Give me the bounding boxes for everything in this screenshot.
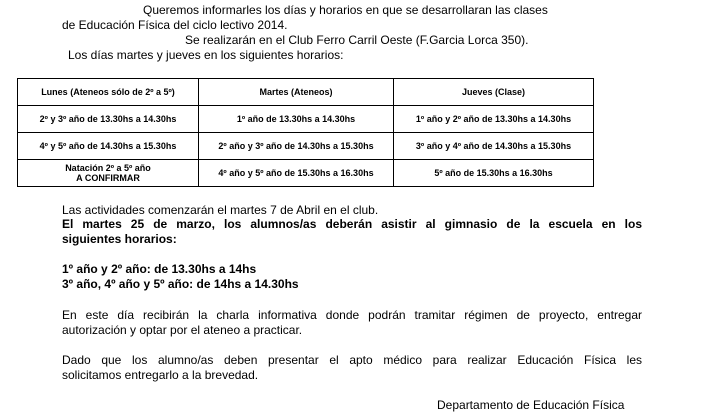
table-cell: 5º año de 15.30hs a 16.30hs bbox=[394, 160, 594, 187]
intro-line-1: Queremos informarles los días y horarios en que se desarrollaran las clases bbox=[143, 3, 548, 17]
table-cell-swimming bbox=[18, 160, 199, 187]
gym-schedule-2: 3º año, 4º año y 5º año: de 14hs a 14.30hs bbox=[62, 277, 299, 291]
gym-notice-line-2: siguientes horarios: bbox=[62, 232, 177, 246]
medical-paragraph-line-1: Dado que los alumno/as deben presentar el apto médico para realizar Educación Física les bbox=[62, 353, 642, 367]
medical-paragraph-line-2: solicitamos entregarlo a la brevedad. bbox=[62, 368, 259, 382]
table-cell: 4º y 5º año de 14.30hs a 15.30hs bbox=[18, 133, 199, 160]
table-cell: 4º año y 5º año de 15.30hs a 16.30hs bbox=[199, 160, 394, 187]
info-paragraph-line-2: autorización y optar por el ateneo a practicar. bbox=[62, 323, 303, 337]
swimming-line: Natación 2º a 5º año bbox=[65, 163, 151, 173]
table-cell: 1º año y 2º año de 13.30hs a 14.30hs bbox=[394, 106, 594, 133]
intro-line-4: Los días martes y jueves en los siguientes horarios: bbox=[68, 48, 344, 62]
header-monday: Lunes (Ateneos sólo de 2º a 5º) bbox=[18, 79, 199, 106]
schedule-table bbox=[17, 78, 594, 187]
intro-line-2: de Educación Física del ciclo lectivo 2014. bbox=[62, 18, 288, 32]
start-date-text: Las actividades comenzarán el martes 7 de Abril en el club. bbox=[62, 203, 379, 217]
table-row bbox=[18, 106, 594, 133]
table-row bbox=[18, 133, 594, 160]
swimming-confirm: A CONFIRMAR bbox=[76, 173, 140, 183]
table-cell: 2º año y 3º año de 14.30hs a 15.30hs bbox=[199, 133, 394, 160]
header-thursday: Jueves (Clase) bbox=[394, 79, 594, 106]
intro-line-3: Se realizarán en el Club Ferro Carril Oeste (F.Garcia Lorca 350). bbox=[185, 33, 529, 47]
info-paragraph-line-1: En este día recibirán la charla informativa donde podrán tramitar régimen de proyecto, entregar bbox=[62, 308, 642, 322]
table-row bbox=[18, 160, 594, 187]
table-cell: 3º año y 4º año de 14.30hs a 15.30hs bbox=[394, 133, 594, 160]
table-cell: 2º y 3º año de 13.30hs a 14.30hs bbox=[18, 106, 199, 133]
signature: Departamento de Educación Física bbox=[437, 398, 625, 412]
header-tuesday: Martes (Ateneos) bbox=[199, 79, 394, 106]
table-header-row bbox=[18, 79, 594, 106]
gym-schedule-1: 1º año y 2º año: de 13.30hs a 14hs bbox=[62, 262, 257, 276]
table-cell: 1º año de 13.30hs a 14.30hs bbox=[199, 106, 394, 133]
gym-notice-line-1: El martes 25 de marzo, los alumnos/as deberán asistir al gimnasio de la escuela en los bbox=[62, 217, 642, 231]
